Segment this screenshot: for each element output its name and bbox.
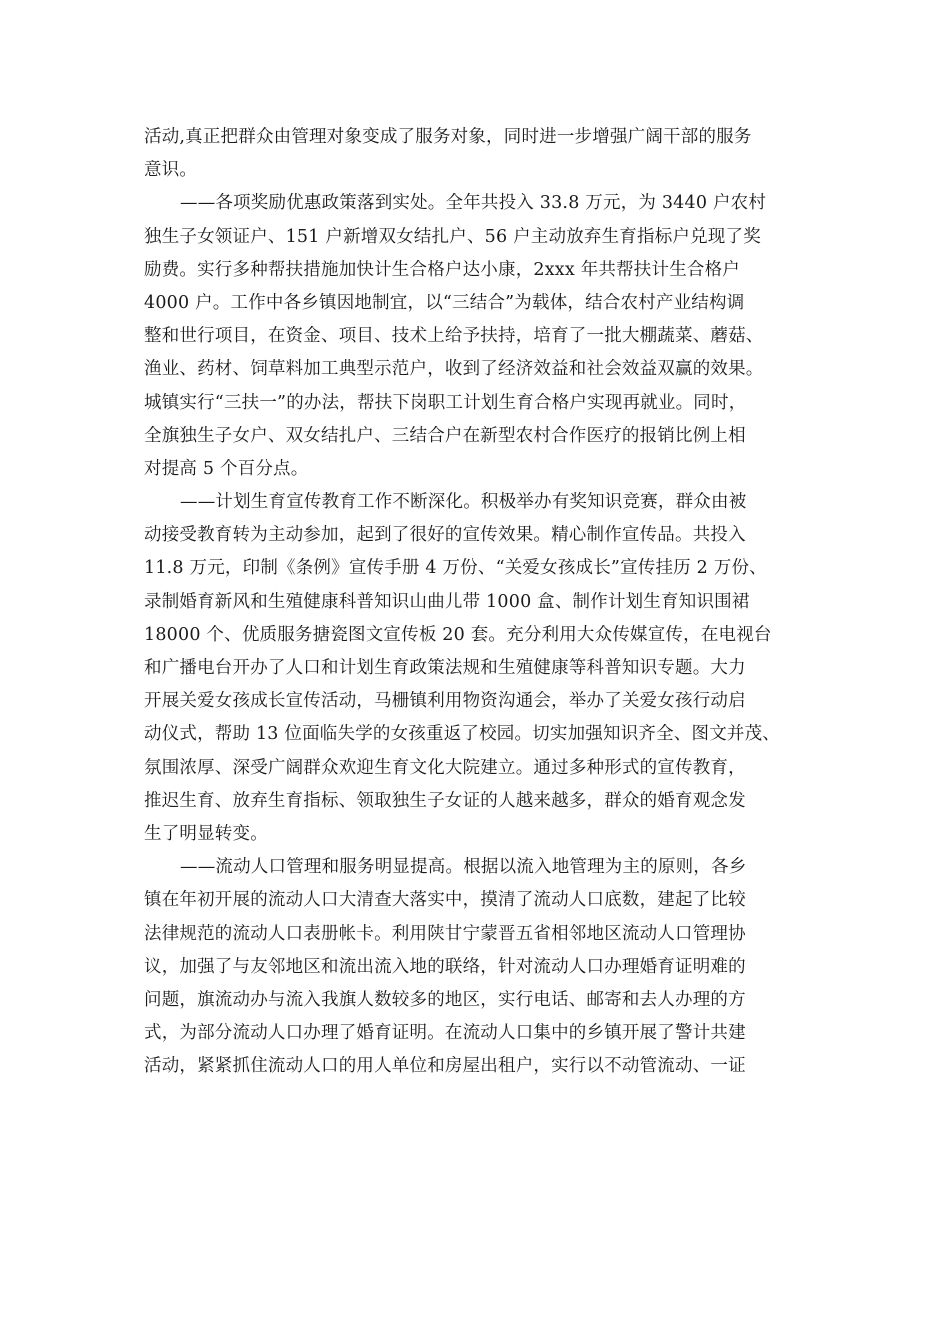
text-line: 对提高 5 个百分点。 <box>144 458 309 479</box>
text-line: 渔业、药材、饲草料加工典型示范户，收到了经济效益和社会效益双赢的效果。 <box>144 359 764 380</box>
text-line: 议，加强了与友邻地区和流出流入地的联络，针对流动人口办理婚育证明难的 <box>144 956 746 977</box>
text-line: 城镇实行“三扶一”的办法，帮扶下岗职工计划生育合格户实现再就业。同时， <box>144 392 747 413</box>
text-line: 问题，旗流动办与流入我旗人数较多的地区，实行电话、邮寄和去人办理的方 <box>144 989 746 1010</box>
text-line: 18000 个、优质服务搪瓷图文宣传板 20 套。充分利用大众传媒宣传，在电视台 <box>144 624 772 645</box>
text-line: 全旗独生子女户、双女结扎户、三结合户在新型农村合作医疗的报销比例上相 <box>144 425 746 446</box>
text-line: 录制婚育新风和生殖健康科普知识山曲儿带 1000 盒、制作计划生育知识围裙 <box>144 591 750 612</box>
text-line: 镇在年初开展的流动人口大清查大落实中，摸清了流动人口底数，建起了比较 <box>144 890 746 911</box>
text-line: 励费。实行多种帮扶措施加快计生合格户达小康，2xxx 年共帮扶计生合格户 <box>144 259 741 280</box>
text-line: 整和世行项目，在资金、项目、技术上给予扶持，培育了一批大棚蔬菜、蘑菇、 <box>144 326 764 347</box>
paragraph-first-line: ——流动人口管理和服务明显提高。根据以流入地管理为主的原则，各乡 <box>180 857 747 878</box>
text-line: 法律规范的流动人口表册帐卡。利用陕甘宁蒙晋五省相邻地区流动人口管理协 <box>144 923 746 944</box>
text-line: 开展关爱女孩成长宣传活动，马栅镇利用物资沟通会，举办了关爱女孩行动启 <box>144 691 746 712</box>
text-line: 动接受教育转为主动参加，起到了很好的宣传效果。精心制作宣传品。共投入 <box>144 525 746 546</box>
text-line: 4000 户。工作中各乡镇因地制宜，以“三结合”为载体，结合农村产业结构调 <box>144 292 745 313</box>
paragraph-first-line: ——各项奖励优惠政策落到实处。全年共投入 33.8 万元，为 3440 户农村 <box>180 193 767 214</box>
text-line: 和广播电台开办了人口和计划生育政策法规和生殖健康等科普知识专题。大力 <box>144 658 746 678</box>
paragraph-first-line: ——计划生育宣传教育工作不断深化。积极举办有奖知识竞赛，群众由被 <box>180 492 747 513</box>
text-line: 动仪式，帮助 13 位面临失学的女孩重返了校园。切实加强知识齐全、图文并茂、 <box>144 724 780 745</box>
text-line: 独生子女领证户、151 户新增双女结扎户、56 户主动放弃生育指标户兑现了奖 <box>144 226 761 247</box>
text-line: 活动,真正把群众由管理对象变成了服务对象，同时进一步增强广阔干部的服务 <box>144 127 752 147</box>
text-line: 活动，紧紧抓住流动人口的用人单位和房屋出租户，实行以不动管流动、一证 <box>144 1056 746 1077</box>
text-line: 意识。 <box>144 160 198 181</box>
text-line: 式，为部分流动人口办理了婚育证明。在流动人口集中的乡镇开展了警计共建 <box>144 1023 746 1044</box>
body-text <box>144 121 824 1083</box>
text-line: 氛围浓厚、深受广阔群众欢迎生育文化大院建立。通过多种形式的宣传教育， <box>144 757 746 778</box>
text-line: 11.8 万元，印制《条例》宣传手册 4 万份、“关爱女孩成长”宣传挂历 2 万份、 <box>144 558 767 579</box>
text-line: 生了明显转变。 <box>144 823 268 844</box>
text-line: 推迟生育、放弃生育指标、领取独生子女证的人越来越多，群众的婚育观念发 <box>144 790 746 811</box>
